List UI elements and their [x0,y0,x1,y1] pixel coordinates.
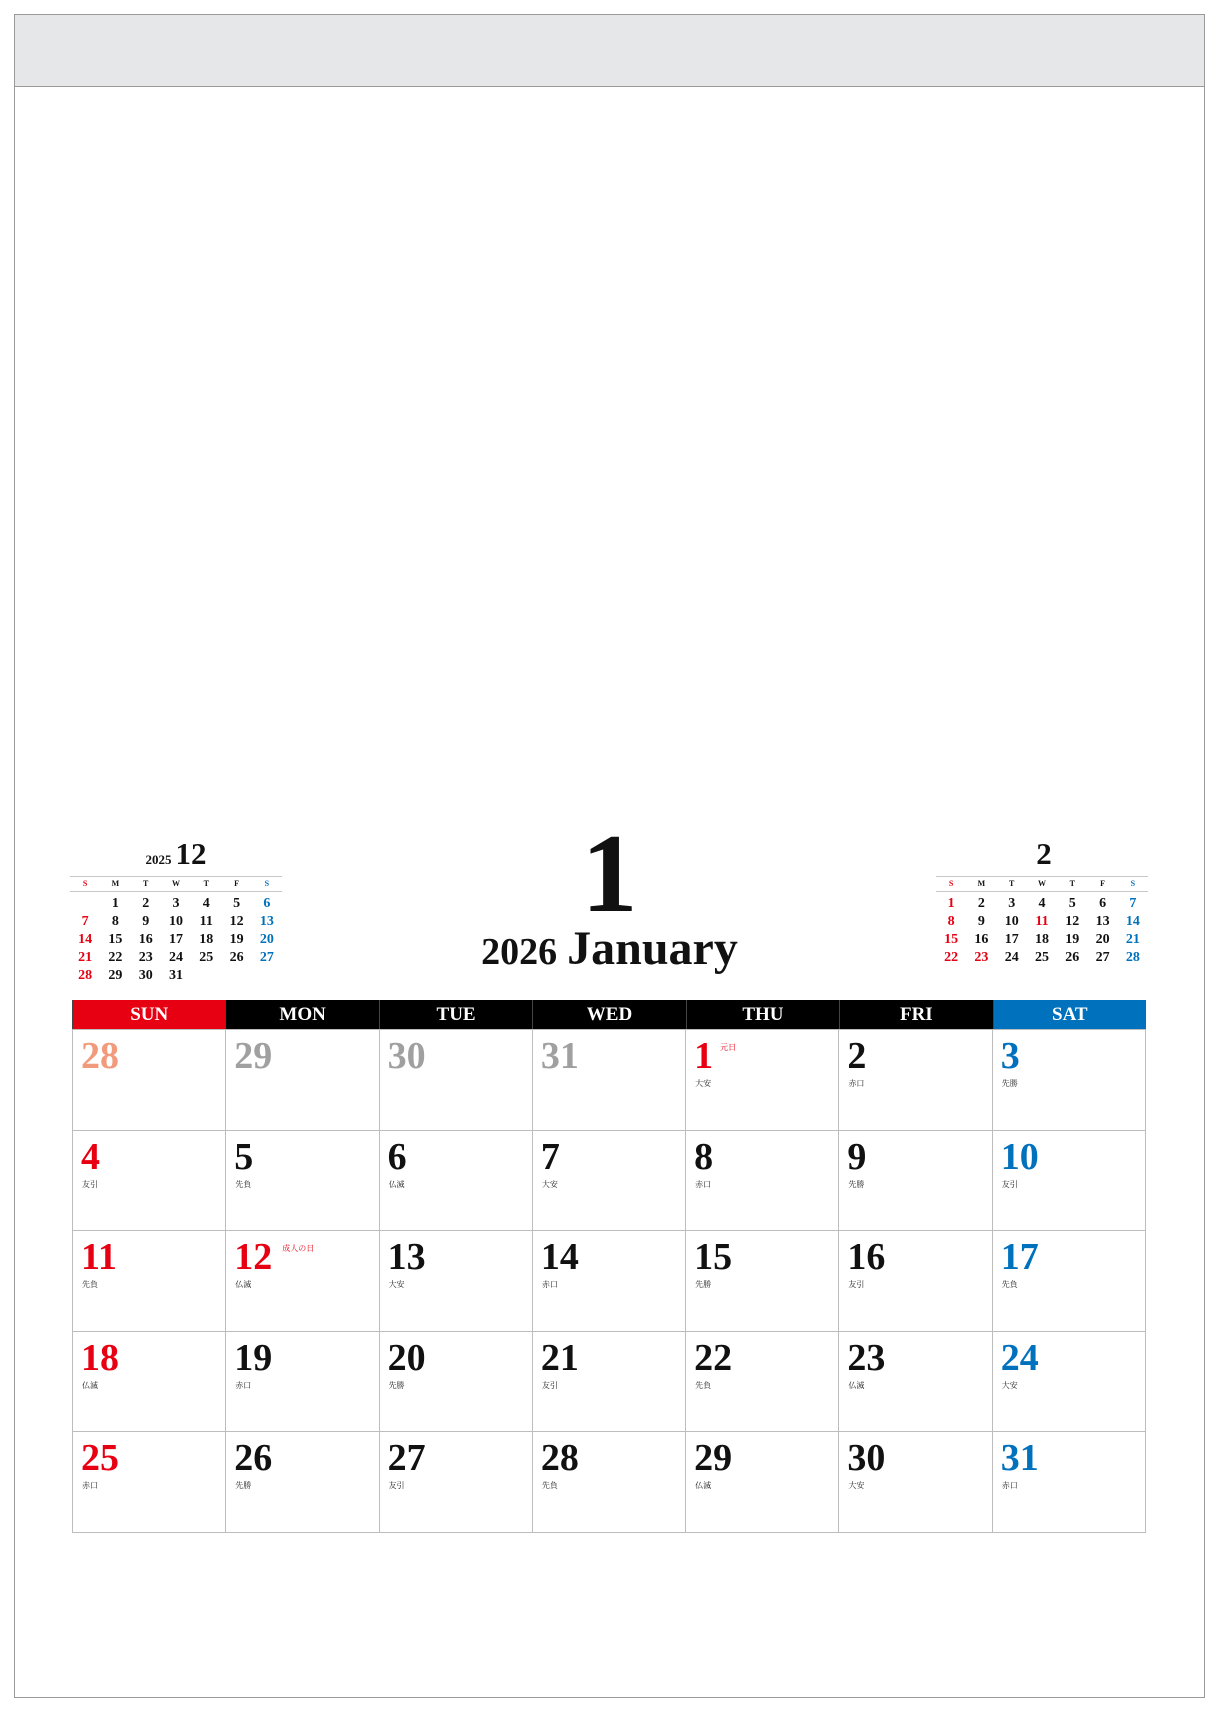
mini-weekday: S [264,879,270,888]
mini-day: 19 [229,932,244,947]
rokuyo-label: 友引 [82,1179,98,1189]
mini-day: 9 [142,914,150,929]
mini-day: 23 [138,950,153,965]
rokuyo-label: 仏滅 [388,1179,405,1189]
mini-day: 23 [974,950,989,965]
mini-day: 17 [1004,932,1019,947]
rokuyo-label: 友引 [541,1380,558,1390]
mini-day: 27 [1095,950,1110,965]
mini-day: 18 [1034,932,1049,947]
rokuyo-label: 仏滅 [82,1380,98,1390]
weekday-header [72,1000,1146,1029]
day-number: 18 [81,1336,119,1379]
mini-weekday: F [1100,879,1105,888]
mini-day: 2 [977,896,985,911]
rokuyo-label: 赤口 [848,1079,865,1088]
mini-day: 14 [1125,914,1140,929]
rokuyo-label: 赤口 [541,1280,558,1290]
mini-weekday: S [948,879,954,888]
day-number: 31 [540,1035,579,1077]
day-grid [72,1029,1146,1533]
day-cell [73,1231,226,1332]
day-number: 29 [234,1035,273,1077]
mini-day: 1 [947,896,955,911]
rokuyo-label: 先負 [695,1380,712,1390]
day-cell [226,1030,379,1131]
mini-day: 7 [81,914,89,929]
day-number: 20 [387,1336,426,1379]
day-number: 24 [1000,1336,1039,1379]
day-number: 1 [694,1035,714,1077]
month-number: 1 [581,812,638,936]
day-cell [533,1231,686,1332]
day-cell [73,1332,226,1433]
mini-day: 9 [977,914,985,929]
mini-day: 13 [259,914,274,929]
binding-strip [15,15,1204,87]
day-cell [380,1332,533,1433]
mini-day: 27 [259,950,274,965]
mini-day: 21 [78,950,93,965]
mini-day: 26 [1065,950,1080,965]
day-cell [73,1131,226,1232]
weekday-fri: FRI [839,1000,992,1029]
holiday-name: 元日 [720,1043,737,1052]
rokuyo-label: 仏滅 [695,1481,712,1491]
day-cell [380,1432,533,1533]
day-cell [226,1231,379,1332]
weekday-thu: THU [686,1000,839,1029]
mini-day: 7 [1129,896,1137,911]
weekday-mon: MON [225,1000,378,1029]
day-cell [686,1131,839,1232]
month-subtitle [0,924,1219,985]
mini-day: 28 [78,968,93,983]
rokuyo-label: 大安 [848,1481,865,1491]
day-number: 3 [1000,1035,1020,1077]
rokuyo-label: 先負 [82,1280,98,1290]
mini-day: 30 [138,968,153,983]
rokuyo-label: 大安 [1001,1380,1018,1390]
day-number: 2 [847,1035,867,1077]
mini-day: 28 [1125,950,1140,965]
mini-month: 2 [1036,836,1052,871]
day-number: 9 [847,1135,867,1178]
day-number: 27 [387,1437,426,1480]
day-cell [226,1332,379,1433]
mini-day: 29 [108,968,123,983]
rokuyo-label: 先負 [1001,1280,1018,1290]
mini-day: 22 [944,950,959,965]
mini-day: 12 [1065,914,1080,929]
rokuyo-label: 先負 [541,1481,558,1491]
day-number: 10 [1000,1135,1039,1178]
holiday-name: 成人の日 [282,1244,315,1254]
day-number: 19 [234,1336,273,1379]
mini-day: 20 [259,932,274,947]
day-cell [380,1030,533,1131]
day-number: 11 [81,1236,117,1279]
day-number: 21 [540,1336,579,1379]
day-cell [993,1432,1146,1533]
mini-weekday: T [203,879,209,888]
rokuyo-label: 先勝 [388,1380,405,1390]
mini-day: 31 [168,968,183,983]
mini-weekday: W [171,879,180,888]
mini-weekday: S [82,879,88,888]
weekday-wed: WED [532,1000,685,1029]
day-number: 30 [387,1035,426,1077]
mini-day: 6 [263,896,271,911]
day-cell [839,1131,992,1232]
mini-day: 15 [944,932,959,947]
mini-weekday: F [234,879,239,888]
mini-weekday: M [977,879,986,888]
mini-day: 21 [1125,932,1140,947]
mini-weekday: T [143,879,149,888]
rokuyo-label: 先勝 [235,1481,252,1491]
day-number: 7 [540,1135,560,1178]
day-cell [839,1231,992,1332]
rokuyo-label: 先負 [235,1179,252,1189]
mini-day: 16 [974,932,989,947]
rokuyo-label: 友引 [1001,1179,1018,1189]
rokuyo-label: 仏滅 [848,1380,865,1390]
mini-day: 2 [142,896,150,911]
day-number: 28 [81,1035,119,1077]
day-cell [73,1432,226,1533]
mini-day: 13 [1095,914,1110,929]
mini-day: 11 [199,914,213,929]
rokuyo-label: 友引 [388,1481,405,1491]
day-cell [993,1131,1146,1232]
mini-day: 19 [1065,932,1080,947]
mini-day: 18 [199,932,214,947]
mini-day: 22 [108,950,123,965]
day-cell [686,1332,839,1433]
day-cell [380,1131,533,1232]
day-number: 13 [387,1236,426,1279]
mini-weekday: S [1130,879,1136,888]
mini-day: 6 [1099,896,1107,911]
day-cell [686,1030,839,1131]
weekday-sun: SUN [72,1000,225,1029]
day-number: 22 [694,1336,733,1379]
mini-day: 12 [229,914,244,929]
month-name: January [567,922,738,975]
day-number: 6 [387,1135,407,1178]
day-cell [226,1432,379,1533]
day-number: 12 [234,1236,273,1279]
day-cell [686,1432,839,1533]
mini-day: 8 [111,914,119,929]
mini-day: 3 [172,896,180,911]
mini-day: 15 [108,932,123,947]
day-number: 16 [847,1236,886,1279]
mini-day: 25 [199,950,214,965]
mini-day: 10 [1004,914,1019,929]
mini-day: 1 [111,896,119,911]
mini-day: 20 [1095,932,1110,947]
mini-weekday: T [1069,879,1075,888]
day-cell [533,1332,686,1433]
mini-day: 24 [168,950,183,965]
mini-day: 10 [168,914,183,929]
rokuyo-label: 大安 [695,1079,712,1088]
rokuyo-label: 赤口 [695,1179,712,1189]
day-cell [839,1332,992,1433]
mini-day: 4 [1038,896,1046,911]
mini-day: 25 [1034,950,1049,965]
day-cell [533,1432,686,1533]
day-cell [686,1231,839,1332]
mini-day: 24 [1004,950,1019,965]
day-cell [839,1432,992,1533]
mini-day: 11 [1035,914,1049,929]
day-number: 26 [234,1437,273,1480]
day-cell [226,1131,379,1232]
day-cell [993,1332,1146,1433]
mini-day: 4 [202,896,210,911]
mini-weekday: T [1009,879,1015,888]
mini-month: 12 [175,836,207,871]
day-number: 23 [847,1336,886,1379]
day-number: 8 [694,1135,714,1178]
year-label: 2026 [481,931,558,973]
mini-day: 26 [229,950,244,965]
day-number: 17 [1000,1236,1039,1279]
rokuyo-label: 先勝 [695,1280,712,1290]
day-number: 28 [540,1437,579,1480]
mini-year: 2025 [145,852,172,867]
day-cell [533,1030,686,1131]
day-cell [533,1131,686,1232]
month-grid [72,1000,1146,1533]
rokuyo-label: 先勝 [1001,1079,1018,1088]
day-cell [73,1030,226,1131]
rokuyo-label: 大安 [541,1179,558,1189]
day-cell [993,1231,1146,1332]
rokuyo-label: 仏滅 [235,1280,252,1290]
day-number: 29 [694,1437,733,1480]
mini-day: 3 [1008,896,1016,911]
day-number: 30 [847,1437,886,1480]
mini-weekday: W [1037,879,1046,888]
day-number: 25 [81,1437,119,1480]
day-cell [380,1231,533,1332]
weekday-tue: TUE [379,1000,532,1029]
rokuyo-label: 大安 [388,1280,405,1290]
mini-day: 17 [168,932,183,947]
day-number: 31 [1000,1437,1039,1480]
mini-day: 8 [947,914,955,929]
mini-day: 5 [233,896,241,911]
day-number: 4 [81,1135,100,1178]
day-cell [993,1030,1146,1131]
day-number: 5 [234,1135,254,1178]
day-cell [839,1030,992,1131]
rokuyo-label: 先勝 [848,1179,865,1189]
rokuyo-label: 友引 [848,1280,865,1290]
day-number: 15 [694,1236,733,1279]
mini-day: 16 [138,932,153,947]
mini-day: 14 [78,932,93,947]
day-number: 14 [540,1236,579,1279]
rokuyo-label: 赤口 [235,1380,252,1390]
rokuyo-label: 赤口 [82,1481,98,1491]
rokuyo-label: 赤口 [1001,1481,1018,1491]
weekday-sat: SAT [993,1000,1146,1029]
mini-day: 5 [1068,896,1076,911]
mini-weekday: M [111,879,120,888]
